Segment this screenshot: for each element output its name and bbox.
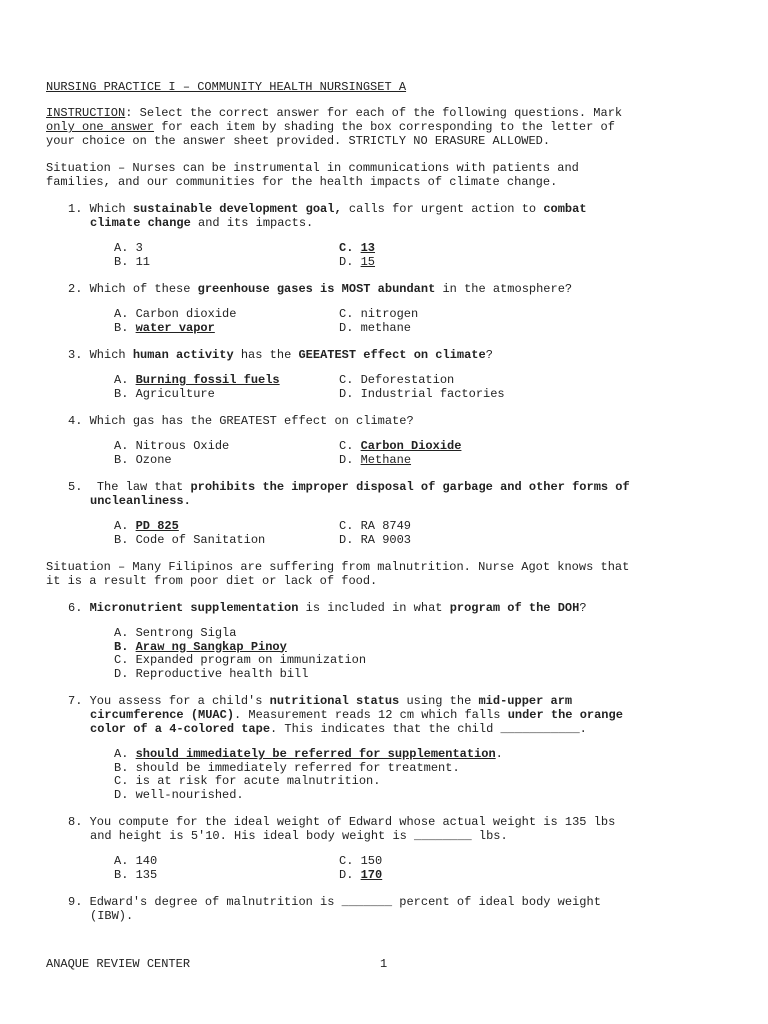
option-b: B. 135	[114, 867, 158, 882]
option-b: B. should be immediately referred for treatment.	[114, 760, 460, 775]
exam-page	[46, 80, 726, 936]
situation-1: Situation – Nurses can be instrumental in communications with patients and families, and our communities for the health impacts of climate change.	[46, 161, 579, 189]
option-b: B. Araw ng Sangkap Pinoy	[114, 639, 287, 654]
page-title: NURSING PRACTICE I – COMMUNITY HEALTH NURSINGSET A	[46, 80, 407, 94]
question-2: 2. Which of these greenhouse gases is MOST abundant in the atmosphere? A. Carbon dioxide C. nitrogen B. water vapor D. methane	[46, 282, 726, 335]
option-c: C. nitrogen	[339, 307, 419, 321]
option-a: A. should immediately be referred for supplementation.	[114, 747, 503, 761]
option-c: C. RA 8749	[339, 519, 412, 533]
question-9: 9. Edward's degree of malnutrition is _______ percent of ideal body weight (IBW).	[68, 895, 601, 923]
option-c: C. Expanded program on immunization	[114, 653, 367, 667]
option-a: A. Carbon dioxide	[114, 307, 237, 321]
option-b: B. Code of Sanitation	[114, 532, 266, 547]
option-b: B. water vapor	[114, 320, 215, 335]
page-footer	[46, 957, 726, 971]
option-a: A. Sentrong Sigla	[114, 626, 237, 640]
option-row	[46, 256, 726, 270]
option-a: A. Burning fossil fuels	[114, 373, 280, 387]
question-7: 7. You assess for a child's nutritional status using the mid-upper arm circumference (MUAC). Measurement reads 12 cm which falls under the orange color of a 4-colored tape. This indicates that the child ___________. A. should immediately be referred for supplementation. B. should be immediately referred for treatment. C. is at risk for acute malnutrition. D. well-nourished.	[46, 694, 726, 802]
option-c: C. 13	[339, 241, 376, 255]
option-c: C. Carbon Dioxide	[339, 439, 462, 453]
option-b: B. 11	[114, 254, 151, 269]
option-d: D. methane	[339, 320, 412, 335]
option-d: D. well-nourished.	[114, 787, 244, 802]
option-c: C. Deforestation	[339, 373, 455, 387]
question-1: 1. Which sustainable development goal, calls for urgent action to combat climate change and its impacts. A. 3 C. 13 B. 11 D. 15	[46, 202, 726, 269]
option-d: D. 170	[339, 867, 383, 882]
option-row	[46, 242, 726, 256]
instructions: INSTRUCTION: Select the correct answer for each of the following questions. Mark only one answer for each item by shading the box corresponding to the letter of your choice on the answer sheet provided. STRICTLY NO ERASURE ALLOWED.	[46, 106, 623, 148]
option-a: A. Nitrous Oxide	[114, 439, 230, 453]
option-b: B. Ozone	[114, 452, 172, 467]
option-d: D. 15	[339, 254, 376, 269]
option-a: A. 140	[114, 854, 158, 868]
question-4: 4. Which gas has the GREATEST effect on climate? A. Nitrous Oxide C. Carbon Dioxide B. Ozone D. Methane	[46, 414, 726, 467]
page-number: 1	[380, 957, 388, 971]
instruction-label: INSTRUCTION	[46, 106, 126, 120]
option-d: D. Methane	[339, 452, 412, 467]
question-8: 8. You compute for the ideal weight of Edward whose actual weight is 135 lbs and height is 5'10. His ideal body weight is ________ lbs. A. 140 C. 150 B. 135 D. 170	[46, 815, 726, 882]
option-a: A. PD 825	[114, 519, 179, 533]
question-3: 3. Which human activity has the GEEATEST effect on climate? A. Burning fossil fuels C. Deforestation B. Agriculture D. Industrial factories	[46, 348, 726, 401]
option-d: D. Reproductive health bill	[114, 666, 309, 681]
option-c: C. 150	[339, 854, 383, 868]
option-a: A. 3	[114, 241, 143, 255]
option-b: B. Agriculture	[114, 386, 215, 401]
option-d: D. Industrial factories	[339, 386, 505, 401]
option-c: C. is at risk for acute malnutrition.	[114, 774, 381, 788]
question-5: 5. The law that prohibits the improper disposal of garbage and other forms of uncleanliness. A. PD 825 C. RA 8749 B. Code of Sanitation D. RA 9003	[46, 480, 726, 547]
question-6: 6. Micronutrient supplementation is included in what program of the DOH? A. Sentrong Sigla B. Araw ng Sangkap Pinoy C. Expanded program on immunization D. Reproductive health bill	[46, 601, 726, 681]
footer-org: ANAQUE REVIEW CENTER	[46, 957, 191, 971]
situation-2: Situation – Many Filipinos are suffering from malnutrition. Nurse Agot knows that it is a result from poor diet or lack of food.	[46, 560, 630, 588]
option-d: D. RA 9003	[339, 532, 412, 547]
